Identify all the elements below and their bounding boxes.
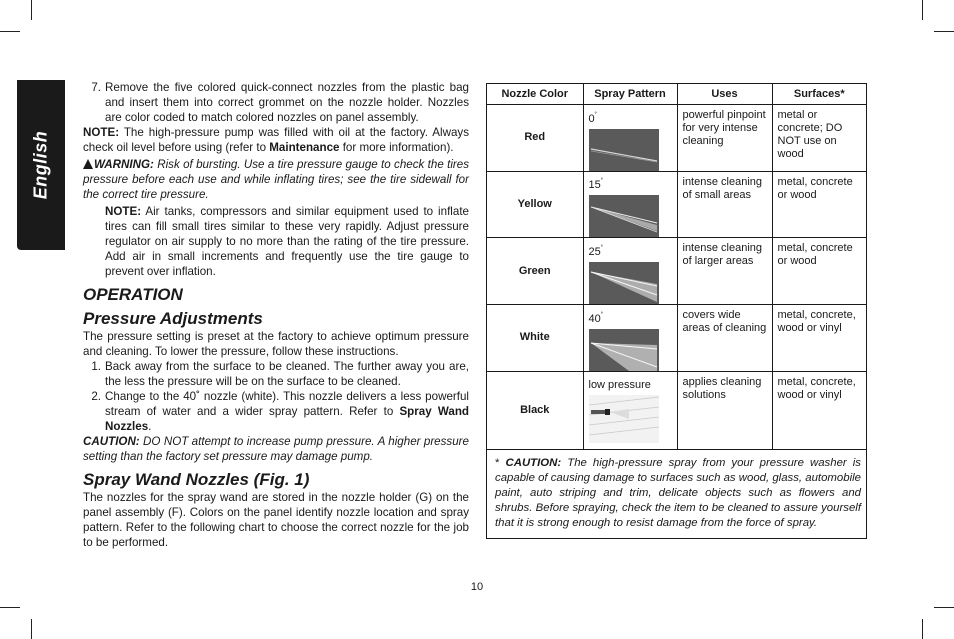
angle-value: 40 [588,312,601,325]
nozzle-table [487,84,866,450]
asterisk: * [495,456,506,469]
spray-pattern [583,171,677,238]
nozzle-color: Green [487,238,583,305]
step-text: Remove the five colored quick-connect nozzles from the plastic bag and insert them into correct grommet on the nozzle holder. Nozzles are color coded to match colored nozzles on panel assembly. [105,81,469,124]
instruction-step-7 [83,80,469,125]
spray-wand-heading: Spray Wand Nozzles (Fig. 1) [83,470,310,489]
spray-pattern-image-0deg [589,129,659,171]
nozzle-color: White [487,304,583,371]
crop-mark [31,619,32,639]
table-row [487,371,866,449]
step-number: 2. [91,390,101,403]
nozzle-surfaces: metal or concrete; DO NOT use on wood [772,105,866,172]
nozzle-chart [486,83,867,539]
crop-mark [922,0,923,20]
spray-angle [589,179,604,191]
language-tab [17,80,65,250]
table-row [487,304,866,371]
operation-heading: OPERATION [83,285,183,304]
column-header-color: Nozzle Color [487,84,583,105]
spray-angle [589,313,604,325]
spray-pattern-image-40deg [589,329,659,371]
caution-text: DO NOT attempt to increase pump pressure. A higher pressure setting than the factory set pressure may damage pump. [83,435,469,463]
caution-text: The high-pressure spray from your pressure washer is capable of causing damage to surfaces such as wood, glass, automobile paint, auto striping and trim, delicate objects such as flowers and shrubs. Before spraying, check the item to be cleaned to assure yourself that it is strong enough to resist damage from the force of spray. [495,456,861,529]
note-oil [83,125,469,155]
nozzle-surfaces: metal, concrete, wood or vinyl [772,304,866,371]
note-text-end: for more information). [339,141,454,154]
warning-triangle-icon [83,159,93,169]
spray-wand-text: The nozzles for the spray wand are stored in the nozzle holder (G) on the panel assembly (F). Colors on the panel identify nozzle location and spray pattern. Refer to the following chart to choose the correct nozzle for the job to be performed. [83,491,469,549]
table-row [487,105,866,172]
step-text: Change to the 40˚ nozzle (white). This nozzle delivers a less powerful stream of water and a wider spray pattern. Refer to [105,390,469,418]
column-header-uses: Uses [677,84,772,105]
maintenance-reference: Maintenance [269,141,340,154]
caution-pump [83,434,469,464]
crop-mark [31,0,32,20]
nozzle-uses: intense cleaning of small areas [677,171,772,238]
crop-mark [0,607,20,608]
nozzle-uses: applies cleaning solutions [677,371,772,449]
crop-mark [922,619,923,639]
caution-label: CAUTION: [83,435,140,448]
crop-mark [934,31,954,32]
nozzle-surfaces: metal, concrete or wood [772,238,866,305]
degree-symbol: ˚ [600,245,604,253]
warning-tire [83,157,469,202]
left-column [83,80,469,550]
nozzle-uses: intense cleaning of larger areas [677,238,772,305]
note-text: The high-pressure pump was filled with oil at the factory. Always check oil level before using (refer to [83,126,469,154]
nozzle-color: Red [487,105,583,172]
spray-wand-reference: Spray Wand Nozzles [105,405,469,433]
angle-value: 15 [588,179,601,192]
nozzle-uses: powerful pinpoint for very intense cleaning [677,105,772,172]
note-air-tanks [83,204,469,279]
step-number: 1. [91,360,101,373]
spray-pattern [583,105,677,172]
nozzle-color: Black [487,371,583,449]
step-text: Back away from the surface to be cleaned. The further away you are, the less the pressure will be on the surface to be cleaned. [105,360,469,388]
spray-pattern-image-15deg [589,195,659,237]
table-header-row [487,84,866,105]
pressure-step-1 [83,359,469,389]
spray-pattern-image-25deg [589,262,659,304]
surface-caution-note [487,450,866,531]
spray-angle [589,246,604,258]
spray-angle [589,113,597,125]
nozzle-uses: covers wide areas of cleaning [677,304,772,371]
page-number: 10 [470,581,484,593]
column-header-surfaces: Surfaces* [772,84,866,105]
pressure-step-2 [83,389,469,434]
nozzle-surfaces: metal, concrete, wood or vinyl [772,371,866,449]
warning-text: Risk of bursting. Use a tire pressure gauge to check the tires pressure before each use and while inflating tires; see the tire sidewall for the correct tire pressure. [83,158,469,201]
caution-label: CAUTION: [505,456,562,469]
nozzle-color: Yellow [487,171,583,238]
step-text-end: . [148,420,152,433]
spray-pattern-image-low-pressure [589,395,659,443]
angle-value: 25 [588,245,601,258]
degree-symbol: ˚ [600,178,604,186]
degree-symbol: ˚ [600,311,604,319]
angle-value: low pressure [588,379,651,392]
angle-value: 0 [588,112,595,125]
pressure-intro: The pressure setting is preset at the factory to achieve optimum pressure and cleaning. To lower the pressure, follow these instructions. [83,330,469,358]
step-text-container [105,389,469,434]
spray-angle [589,379,651,391]
spray-pattern [583,238,677,305]
note-text: Air tanks, compressors and similar equipment used to inflate tires can fill small tires similar to these very rapidly. Adjust pressure regulator on air supply to no more than the rating of the tire pressure. Add air in small increments and frequently use the tire gauge to prevent over inflation. [105,205,469,278]
degree-symbol: ˚ [594,112,597,119]
table-row [487,171,866,238]
spray-pattern [583,304,677,371]
pressure-adjustments-heading: Pressure Adjustments [83,309,263,328]
spray-pattern [583,371,677,449]
warning-label: WARNING: [94,158,154,171]
step-number: 7. [91,81,101,94]
crop-mark [934,607,954,608]
note-label: NOTE: [83,126,120,139]
column-header-pattern: Spray Pattern [583,84,677,105]
table-row [487,238,866,305]
language-label: English [30,130,51,200]
note-label: NOTE: [105,205,142,218]
crop-mark [0,31,20,32]
nozzle-surfaces: metal, concrete or wood [772,171,866,238]
